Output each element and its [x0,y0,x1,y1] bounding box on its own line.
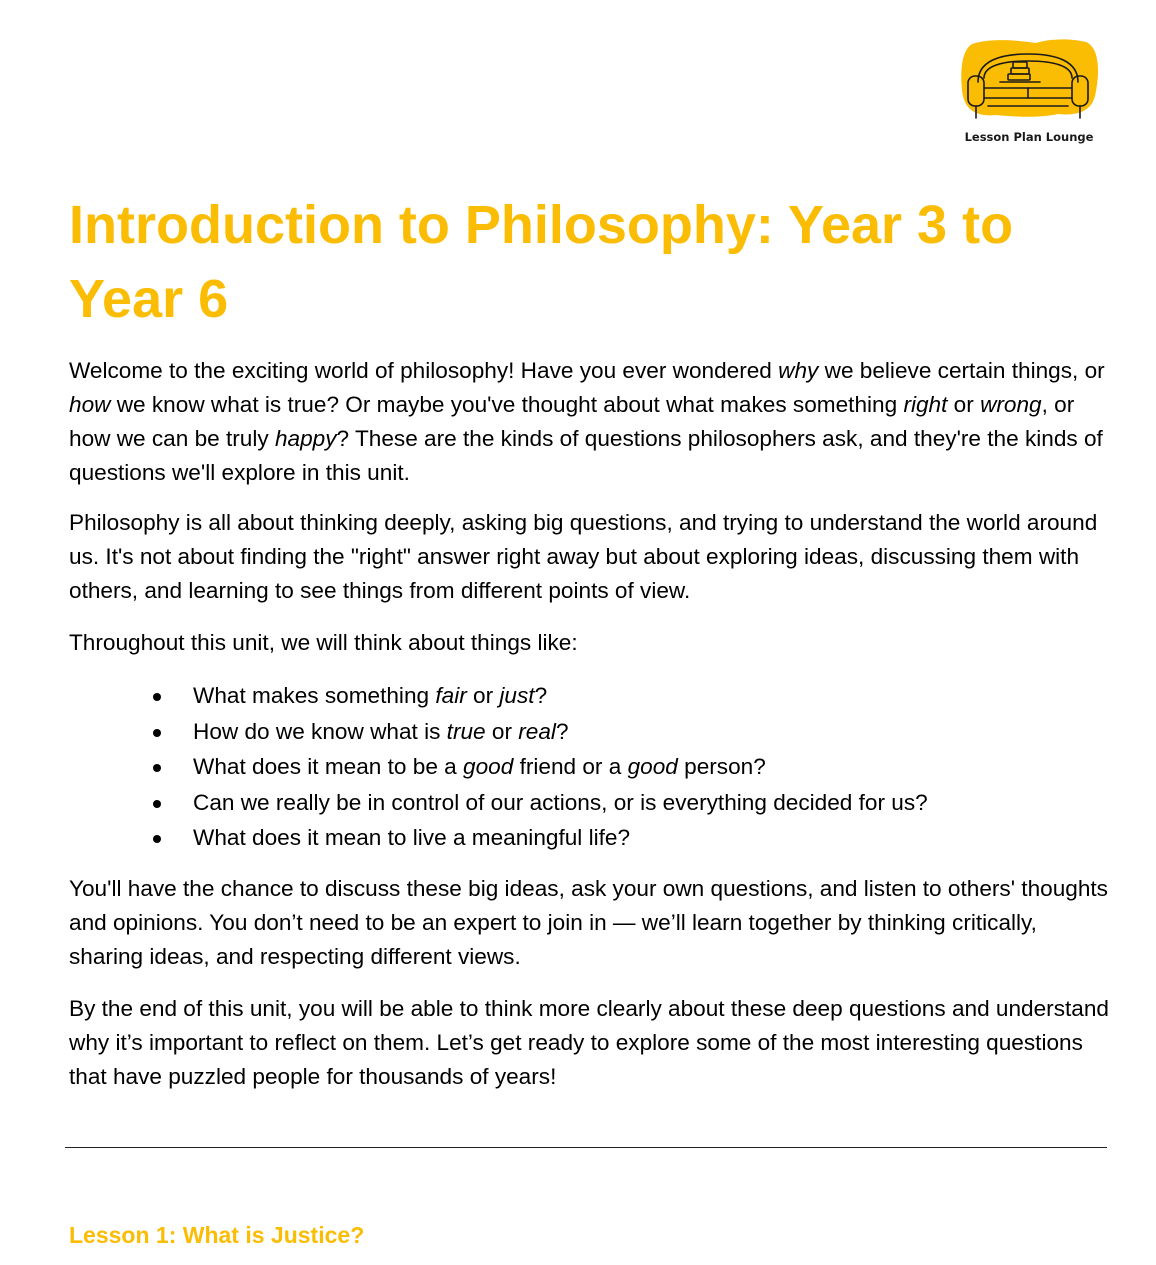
intro-paragraph-2: Philosophy is all about thinking deeply, asking big questions, and trying to understand the world around us. It's not about finding the "right" answer right away but about exploring ideas, discussing them with others, and learning to see things from different points of view. [69,510,1098,603]
list-item [69,679,1109,715]
emphasis-text: how [69,392,111,417]
emphasis-text: good [627,754,678,779]
bullet-icon [153,729,161,737]
text-segment: friend or a [513,754,628,779]
list-item [69,715,1109,751]
bullet-icon [153,800,161,808]
question-list [69,679,1109,857]
emphasis-text: just [499,683,535,708]
page-title: Introduction to Philosophy: Year 3 to Year 6 [69,195,1014,329]
emphasis-text: real [518,718,556,744]
emphasis-text: happy [274,426,337,451]
text-segment: ? [555,718,569,744]
sofa-with-books-icon [958,38,1100,130]
emphasis-text: good [463,754,514,779]
closing-paragraph-2: By the end of this unit, you will be able to think more clearly about these deep questions and understand why it’s important to reflect on them. Let’s get ready to explore some of the most interesting questions that have puzzled people for thousands of years! [69,996,1109,1089]
list-item [69,750,1109,786]
text-segment: Can we really be in control of our actions, or is everything decided for us? [193,789,928,815]
text-segment: or [466,683,500,708]
list-item [69,786,1109,822]
closing-paragraph-1: You'll have the chance to discuss these big ideas, ask your own questions, and listen to others' thoughts and opinions. You don’t need to be an expert to join in — we’ll learn together by thinking critically, sharing ideas, and respecting different views. [69,876,1108,969]
intro-paragraph-3: Throughout this unit, we will think about things like: [69,630,578,655]
text-segment: or [947,392,981,417]
bullet-icon [153,693,161,701]
emphasis-text: right [903,392,948,417]
text-segment: person? [677,754,766,779]
emphasis-text: why [778,358,819,383]
text-segment: What does it mean to be a [193,754,464,779]
emphasis-text: fair [435,683,467,708]
text-segment: ? [534,683,548,708]
bullet-icon [153,835,161,843]
intro-paragraph-1 [69,354,1109,490]
logo-text: Lesson Plan Lounge [964,130,1094,144]
text-segment: What makes something [193,683,436,708]
emphasis-text: wrong [980,392,1042,417]
text-segment: or [485,718,519,744]
section-divider [65,1147,1107,1148]
emphasis-text: true [446,718,486,744]
bullet-icon [153,764,161,772]
text-segment: , or how we can be truly [69,392,1075,451]
lesson-heading: Lesson 1: What is Justice? [69,1222,365,1248]
list-item [69,821,1109,857]
text-segment: ? These are the kinds of questions philosophers ask, and they're the kinds of questions we'll explore in this unit. [69,426,1103,485]
text-segment: Welcome to the exciting world of philosophy! Have you ever wondered [69,358,779,383]
text-segment: we know what is true? Or maybe you've thought about what makes something [110,392,904,417]
text-segment: What does it mean to live a meaningful life? [193,825,631,850]
text-segment: we believe certain things, or [818,358,1105,383]
text-segment: How do we know what is [193,718,447,744]
brand-logo [958,38,1100,150]
